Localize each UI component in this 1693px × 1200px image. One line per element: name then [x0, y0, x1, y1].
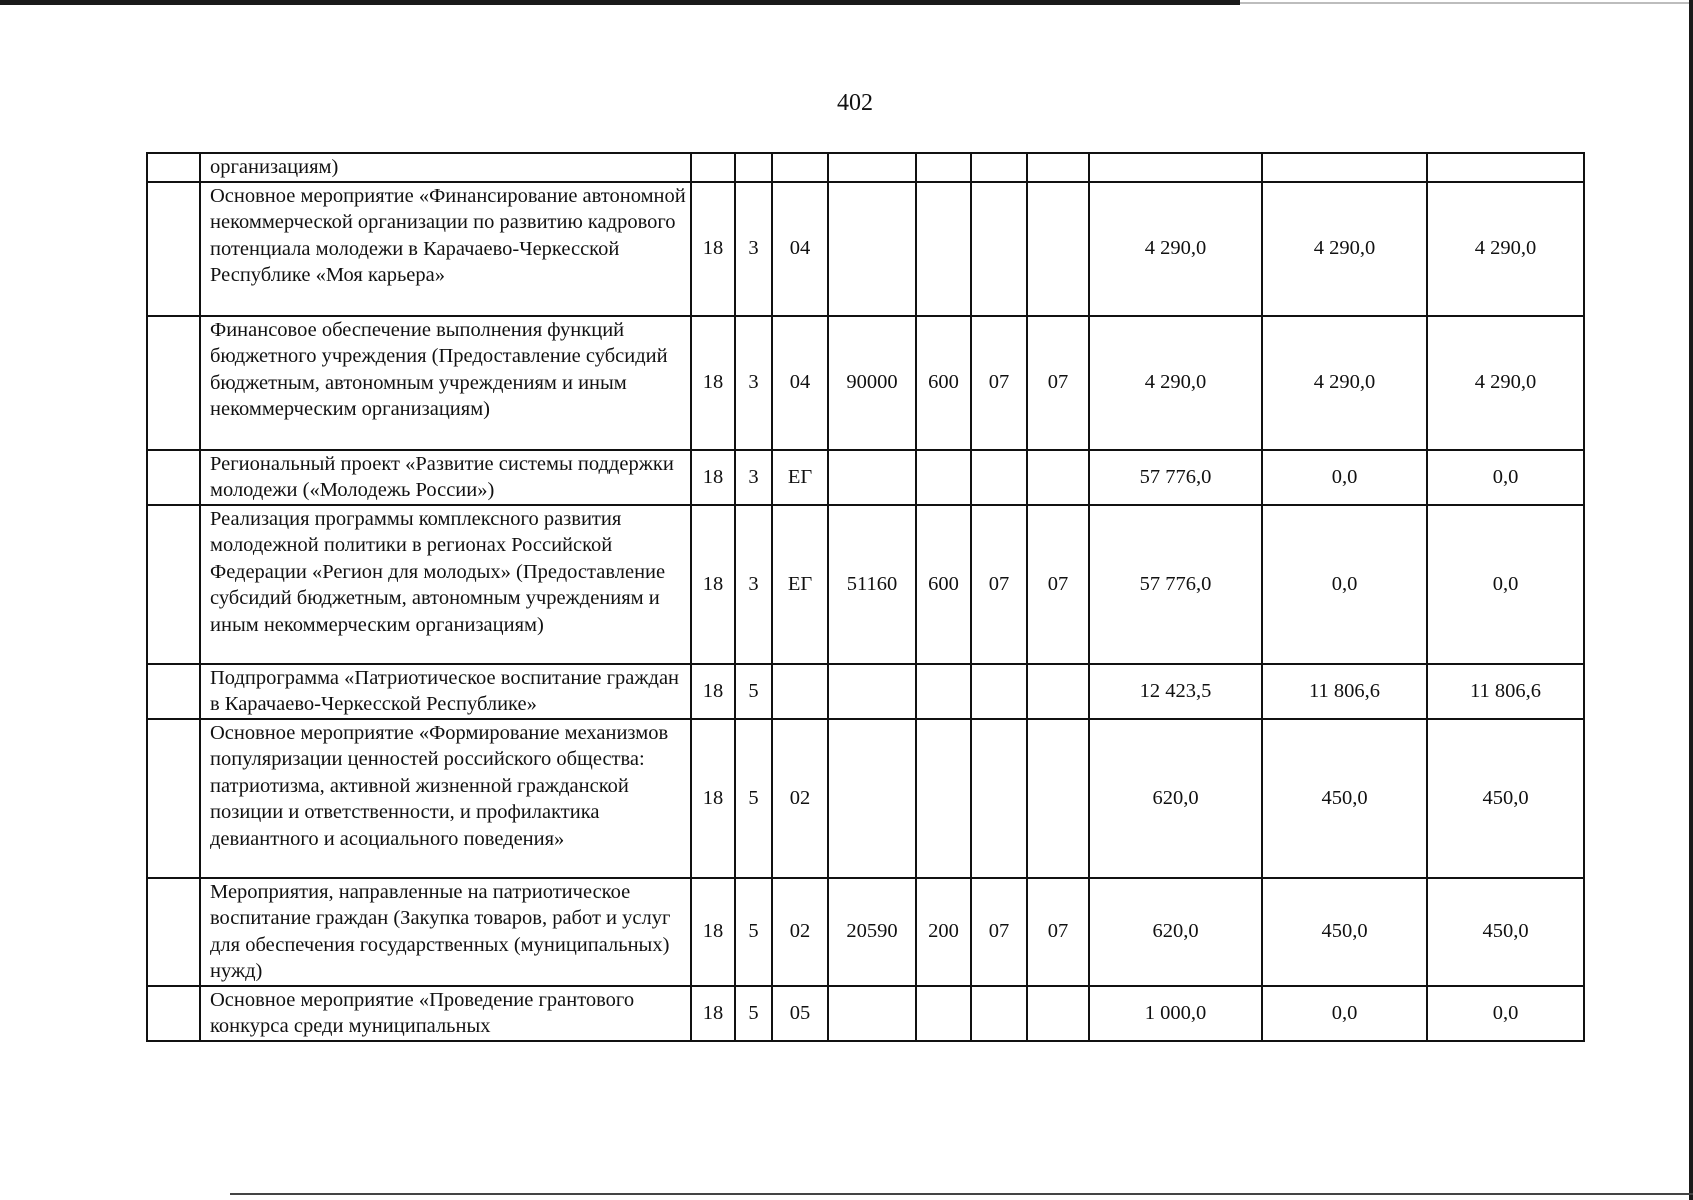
program-code-cell: 5 [735, 664, 772, 719]
item-name-cell: Основное мероприятие «Формирование механизмов популяризации ценностей российского общества: патриотизма, активной жизненной гражданской позиции и ответственности, и профилактика девиантного и асоциального поведения» [200, 719, 691, 878]
row-index-cell [147, 316, 200, 450]
subsection-code-cell [1027, 986, 1089, 1041]
activity-code-cell [772, 664, 828, 719]
activity-code-cell: 04 [772, 316, 828, 450]
amount-year-1-cell: 57 776,0 [1089, 505, 1262, 664]
amount-year-2-cell: 0,0 [1262, 986, 1427, 1041]
direction-code-cell [828, 986, 916, 1041]
item-name-cell: Подпрограмма «Патриотическое воспитание граждан в Карачаево-Черкесской Республике» [200, 664, 691, 719]
amount-year-3-cell: 0,0 [1427, 450, 1584, 505]
direction-code-cell [828, 450, 916, 505]
ministry-code-cell [691, 153, 735, 182]
subsection-code-cell: 07 [1027, 316, 1089, 450]
expense-type-cell [916, 182, 971, 316]
row-index-cell [147, 450, 200, 505]
amount-year-2-cell: 0,0 [1262, 450, 1427, 505]
amount-year-1-cell [1089, 153, 1262, 182]
program-code-cell: 5 [735, 986, 772, 1041]
expense-type-cell: 200 [916, 878, 971, 986]
top-border-rule-faint [1240, 2, 1693, 4]
section-code-cell [971, 664, 1027, 719]
direction-code-cell: 20590 [828, 878, 916, 986]
table-row [147, 450, 1584, 505]
subsection-code-cell: 07 [1027, 505, 1089, 664]
section-code-cell [971, 182, 1027, 316]
top-border-rule [0, 0, 1240, 5]
table-row [147, 182, 1584, 316]
table-row [147, 664, 1584, 719]
row-index-cell [147, 153, 200, 182]
amount-year-3-cell [1427, 153, 1584, 182]
budget-table [146, 152, 1585, 1042]
subsection-code-cell [1027, 664, 1089, 719]
amount-year-1-cell: 4 290,0 [1089, 316, 1262, 450]
amount-year-3-cell: 450,0 [1427, 878, 1584, 986]
row-index-cell [147, 664, 200, 719]
subsection-code-cell [1027, 450, 1089, 505]
amount-year-1-cell: 620,0 [1089, 719, 1262, 878]
ministry-code-cell: 18 [691, 719, 735, 878]
item-name-cell: Основное мероприятие «Проведение грантового конкурса среди муниципальных [200, 986, 691, 1041]
table-row [147, 316, 1584, 450]
ministry-code-cell: 18 [691, 664, 735, 719]
amount-year-1-cell: 57 776,0 [1089, 450, 1262, 505]
ministry-code-cell: 18 [691, 450, 735, 505]
item-name-cell: Финансовое обеспечение выполнения функций бюджетного учреждения (Предоставление субсидий бюджетным, автономным учреждениям и иным некоммерческим организациям) [200, 316, 691, 450]
amount-year-3-cell: 0,0 [1427, 505, 1584, 664]
expense-type-cell [916, 719, 971, 878]
page-number: 402 [837, 90, 873, 116]
activity-code-cell: 04 [772, 182, 828, 316]
expense-type-cell [916, 986, 971, 1041]
amount-year-3-cell: 4 290,0 [1427, 316, 1584, 450]
program-code-cell: 5 [735, 719, 772, 878]
expense-type-cell: 600 [916, 505, 971, 664]
row-index-cell [147, 986, 200, 1041]
direction-code-cell [828, 664, 916, 719]
ministry-code-cell: 18 [691, 986, 735, 1041]
amount-year-1-cell: 1 000,0 [1089, 986, 1262, 1041]
amount-year-3-cell: 11 806,6 [1427, 664, 1584, 719]
amount-year-2-cell: 4 290,0 [1262, 182, 1427, 316]
ministry-code-cell: 18 [691, 316, 735, 450]
amount-year-2-cell [1262, 153, 1427, 182]
program-code-cell: 3 [735, 182, 772, 316]
expense-type-cell: 600 [916, 316, 971, 450]
ministry-code-cell: 18 [691, 505, 735, 664]
row-index-cell [147, 719, 200, 878]
subsection-code-cell: 07 [1027, 878, 1089, 986]
amount-year-2-cell: 450,0 [1262, 719, 1427, 878]
direction-code-cell [828, 719, 916, 878]
item-name-cell: Региональный проект «Развитие системы поддержки молодежи («Молодежь России») [200, 450, 691, 505]
amount-year-2-cell: 11 806,6 [1262, 664, 1427, 719]
amount-year-3-cell: 0,0 [1427, 986, 1584, 1041]
activity-code-cell: ЕГ [772, 505, 828, 664]
section-code-cell [971, 450, 1027, 505]
section-code-cell: 07 [971, 505, 1027, 664]
section-code-cell [971, 986, 1027, 1041]
program-code-cell: 5 [735, 878, 772, 986]
program-code-cell: 3 [735, 316, 772, 450]
amount-year-3-cell: 450,0 [1427, 719, 1584, 878]
direction-code-cell [828, 153, 916, 182]
ministry-code-cell: 18 [691, 182, 735, 316]
item-name-cell: организациям) [200, 153, 691, 182]
amount-year-1-cell: 4 290,0 [1089, 182, 1262, 316]
amount-year-2-cell: 450,0 [1262, 878, 1427, 986]
expense-type-cell [916, 664, 971, 719]
activity-code-cell: ЕГ [772, 450, 828, 505]
amount-year-3-cell: 4 290,0 [1427, 182, 1584, 316]
item-name-cell: Реализация программы комплексного развития молодежной политики в регионах Российской Федерации «Регион для молодых» (Предоставление субсидий бюджетным, автономным учреждениям и иным некоммерческим организациям) [200, 505, 691, 664]
ministry-code-cell: 18 [691, 878, 735, 986]
amount-year-2-cell: 0,0 [1262, 505, 1427, 664]
activity-code-cell: 02 [772, 719, 828, 878]
amount-year-1-cell: 620,0 [1089, 878, 1262, 986]
expense-type-cell [916, 153, 971, 182]
table-row [147, 986, 1584, 1041]
bottom-border-rule [230, 1193, 1693, 1195]
item-name-cell: Основное мероприятие «Финансирование автономной некоммерческой организации по развитию кадрового потенциала молодежи в Карачаево-Черкесской Республике «Моя карьера» [200, 182, 691, 316]
activity-code-cell: 05 [772, 986, 828, 1041]
item-name-cell: Мероприятия, направленные на патриотическое воспитание граждан (Закупка товаров, работ и услуг для обеспечения государственных (муниципальных) нужд) [200, 878, 691, 986]
table-row [147, 719, 1584, 878]
program-code-cell: 3 [735, 505, 772, 664]
program-code-cell [735, 153, 772, 182]
subsection-code-cell [1027, 153, 1089, 182]
direction-code-cell: 90000 [828, 316, 916, 450]
direction-code-cell: 51160 [828, 505, 916, 664]
expense-type-cell [916, 450, 971, 505]
activity-code-cell: 02 [772, 878, 828, 986]
amount-year-1-cell: 12 423,5 [1089, 664, 1262, 719]
section-code-cell [971, 719, 1027, 878]
row-index-cell [147, 505, 200, 664]
right-page-edge [1689, 0, 1693, 1200]
row-index-cell [147, 182, 200, 316]
table-row [147, 878, 1584, 986]
program-code-cell: 3 [735, 450, 772, 505]
table-row [147, 153, 1584, 182]
amount-year-2-cell: 4 290,0 [1262, 316, 1427, 450]
direction-code-cell [828, 182, 916, 316]
subsection-code-cell [1027, 182, 1089, 316]
section-code-cell [971, 153, 1027, 182]
table-row [147, 505, 1584, 664]
row-index-cell [147, 878, 200, 986]
section-code-cell: 07 [971, 316, 1027, 450]
section-code-cell: 07 [971, 878, 1027, 986]
subsection-code-cell [1027, 719, 1089, 878]
activity-code-cell [772, 153, 828, 182]
